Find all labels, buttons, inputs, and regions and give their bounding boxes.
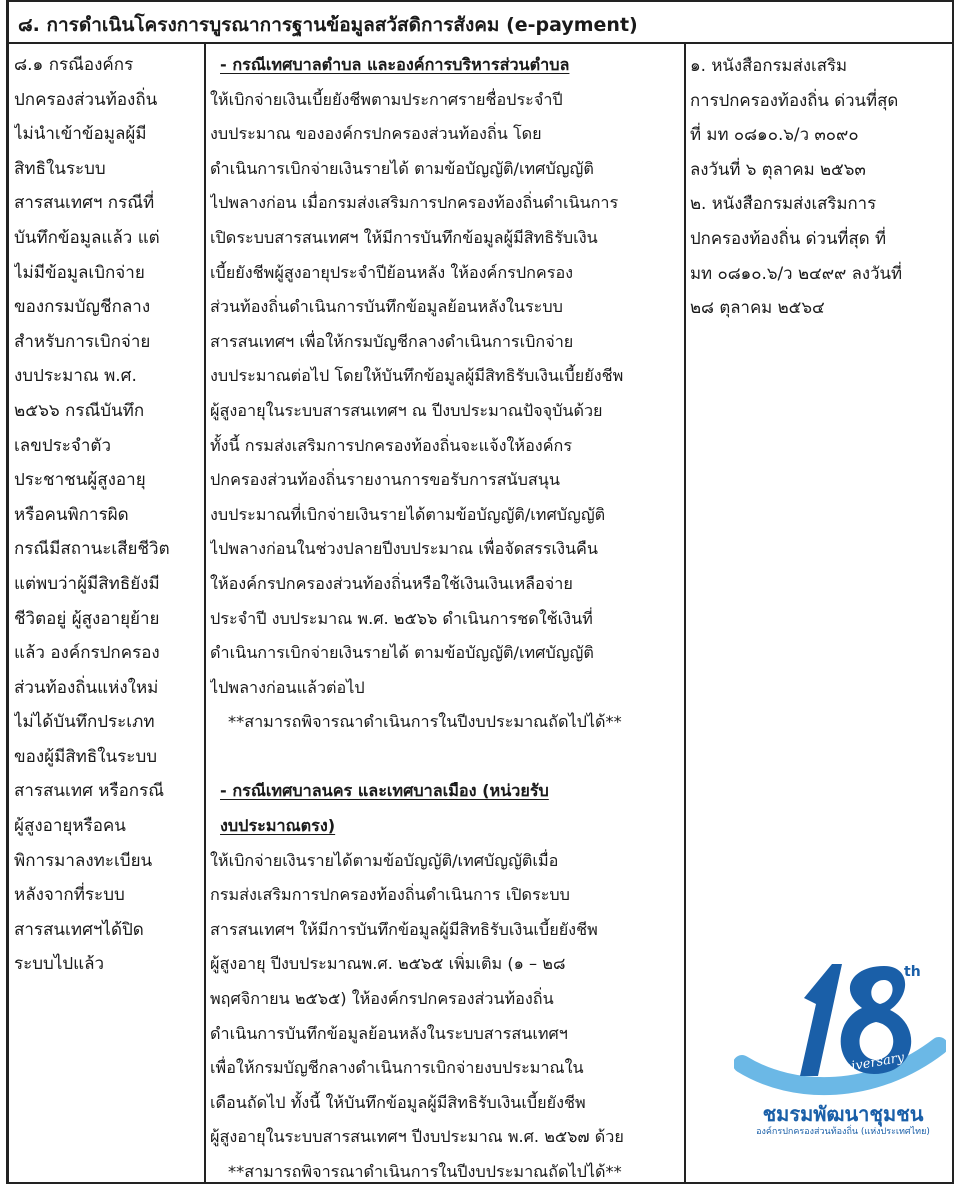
case1-line: งบประมาณที่เบิกจ่ายเงินรายได้ตามข้อบัญญัติ/เทศบัญญัติ (210, 504, 606, 524)
reference-column (690, 48, 948, 325)
issue-line: ส่วนท้องถิ่นแห่งใหม่ (14, 677, 159, 698)
case2-line: ผู้สูงอายุในระบบสารสนเทศฯ ปีงบประมาณ พ.ศ. ๒๕๖๗ ด้วย (210, 1127, 624, 1147)
issue-line: ปกครองส่วนท้องถิ่น (14, 89, 158, 110)
case1-line: ให้เบิกจ่ายเงินเบี้ยยังชีพตามประกาศรายชื่อประจำปี (210, 89, 563, 109)
logo-suffix: th (904, 964, 921, 980)
spacer (210, 740, 680, 775)
issue-line: หรือคนพิการผิด (14, 504, 129, 525)
issue-column (14, 48, 202, 982)
case2-line: เดือนถัดไป ทั้งนี้ ให้บันทึกข้อมูลผู้มีสิทธิรับเงินเบี้ยยังชีพ (210, 1092, 586, 1112)
issue-line: สารสนเทศ หรือกรณี (14, 781, 165, 802)
case1-line: งบประมาณ ขององค์กรปกครองส่วนท้องถิ่น โดย (210, 124, 542, 144)
issue-line: แล้ว องค์กรปกครอง (14, 643, 160, 664)
case2-line: ให้เบิกจ่ายเงินรายได้ตามข้อบัญญัติ/เทศบัญญัติเมื่อ (210, 850, 559, 870)
issue-line: ไม่มีข้อมูลเบิกจ่าย (14, 262, 145, 283)
case1-line: ส่วนท้องถิ่นดำเนินการบันทึกข้อมูลย้อนหลังในระบบ (210, 297, 563, 317)
case1-line: สารสนเทศฯ เพื่อให้กรมบัญชีกลางดำเนินการเบิกจ่าย (210, 331, 574, 351)
issue-line: สำหรับการเบิกจ่าย (14, 331, 151, 352)
issue-line: ของกรมบัญชีกลาง (14, 297, 151, 318)
case2-line: พฤศจิกายน ๒๕๖๕) ให้องค์กรปกครองส่วนท้องถิ่น (210, 989, 554, 1009)
anniversary-emblem-icon (734, 946, 946, 1106)
case1-heading: - กรณีเทศบาลตำบล และองค์การบริหารส่วนตำบล (220, 55, 570, 74)
logo-org-name: ชมรมพัฒนาชุมชน (762, 1102, 924, 1126)
issue-line: ไม่นำเข้าข้อมูลผู้มี (14, 124, 147, 145)
section-title: ๘. การดำเนินโครงการบูรณาการฐานข้อมูลสวัสดิการสังคม (e-payment) (18, 14, 638, 36)
ribbon-text: Anniversary (824, 1050, 906, 1079)
case2-line: กรมส่งเสริมการปกครองท้องถิ่นดำเนินการ เปิดระบบ (210, 885, 570, 905)
case1-line: งบประมาณต่อไป โดยให้บันทึกข้อมูลผู้มีสิทธิรับเงินเบี้ยยังชีพ (210, 366, 624, 386)
case1-line: ประจำปี งบประมาณ พ.ศ. ๒๕๖๖ ดำเนินการชดใช้เงินที่ (210, 608, 593, 628)
issue-line: หลังจากที่ระบบ (14, 885, 125, 906)
case2-note: **สามารถพิจารณาดำเนินการในปีงบประมาณถัดไปได้** (228, 1162, 622, 1181)
case1-line: ทั้งนี้ กรมส่งเสริมการปกครองท้องถิ่นจะแจ้งให้องค์กร (210, 435, 573, 455)
case1-line: ดำเนินการเบิกจ่ายเงินรายได้ ตามข้อบัญญัติ/เทศบัญญัติ (210, 643, 594, 663)
case1-line: เปิดระบบสารสนเทศฯ ให้มีการบันทึกข้อมูลผู้มีสิทธิรับเงิน (210, 227, 598, 247)
header-divider (8, 42, 952, 44)
case1-note: **สามารถพิจารณาดำเนินการในปีงบประมาณถัดไปได้** (228, 712, 622, 732)
reference-line: ที่ มท ๐๘๑๐.๖/ว ๓๐๙๐ (690, 124, 859, 145)
case1-line: ดำเนินการเบิกจ่ายเงินรายได้ ตามข้อบัญญัติ/เทศบัญญัติ (210, 158, 594, 178)
issue-line: สิทธิในระบบ (14, 158, 106, 179)
case1-line: ปกครองส่วนท้องถิ่นรายงานการขอรับการสนับสนุน (210, 470, 560, 490)
reference-line: ๒๘ ตุลาคม ๒๕๖๔ (690, 297, 825, 318)
case1-line: ไปพลางก่อนแล้วต่อไป (210, 677, 365, 697)
logo-org-subtitle: องค์กรปกครองส่วนท้องถิ่น (แห่งประเทศไทย) (756, 1127, 930, 1137)
issue-line: สารสนเทศฯ กรณีที่ (14, 193, 155, 214)
case2-line: เพื่อให้กรมบัญชีกลางดำเนินการเบิกจ่ายงบประมาณใน (210, 1058, 584, 1078)
reference-line: มท ๐๘๑๐.๖/ว ๒๔๙๙ ลงวันที่ (690, 262, 903, 283)
column-divider-1 (204, 42, 206, 1184)
issue-line: ระบบไปแล้ว (14, 954, 105, 975)
reference-line: ปกครองท้องถิ่น ด่วนที่สุด ที่ (690, 227, 887, 248)
column-divider-2 (684, 42, 686, 1184)
issue-line: ประชาชนผู้สูงอายุ (14, 470, 146, 491)
case1-line: ให้องค์กรปกครองส่วนท้องถิ่นหรือใช้เงินเงินเหลือจ่าย (210, 573, 573, 593)
case1-line: ไปพลางก่อนในช่วงปลายปีงบประมาณ เพื่อจัดสรรเงินคืน (210, 539, 598, 559)
reference-line: ๒. หนังสือกรมส่งเสริมการ (690, 193, 877, 214)
case2-line: สารสนเทศฯ ให้มีการบันทึกข้อมูลผู้มีสิทธิรับเงินเบี้ยยังชีพ (210, 919, 598, 939)
issue-line: พิการมาลงทะเบียน (14, 850, 153, 871)
case2-body (210, 844, 680, 1155)
issue-line: สารสนเทศฯได้ปิด (14, 919, 144, 940)
issue-line: ผู้สูงอายุหรือคน (14, 816, 126, 837)
case2-heading-line2: งบประมาณตรง) (220, 816, 336, 836)
issue-line: กรณีมีสถานะเสียชีวิต (14, 539, 170, 560)
issue-line: แต่พบว่าผู้มีสิทธิยังมี (14, 573, 160, 594)
issue-line: เลขประจำตัว (14, 435, 111, 456)
case2-line: ผู้สูงอายุ ปีงบประมาณพ.ศ. ๒๕๖๕ เพิ่มเติม (๑ – ๒๘ (210, 954, 566, 974)
issue-line: ของผู้มีสิทธิในระบบ (14, 746, 158, 767)
issue-line: ๒๕๖๖ กรณีบันทึก (14, 400, 145, 421)
case2-line: ดำเนินการบันทึกข้อมูลย้อนหลังในระบบสารสนเทศฯ (210, 1023, 568, 1043)
procedure-column (210, 48, 680, 1190)
case1-line: ไปพลางก่อน เมื่อกรมส่งเสริมการปกครองท้องถิ่นดำเนินการ (210, 193, 619, 213)
issue-line: งบประมาณ พ.ศ. (14, 366, 137, 387)
reference-line: ๑. หนังสือกรมส่งเสริม (690, 55, 848, 75)
case1-line: เบี้ยยังชีพผู้สูงอายุประจำปีย้อนหลัง ให้องค์กรปกครอง (210, 262, 574, 282)
reference-line: การปกครองท้องถิ่น ด่วนที่สุด (690, 89, 899, 110)
case1-line: ผู้สูงอายุในระบบสารสนเทศฯ ณ ปีงบประมาณปัจจุบันด้วย (210, 400, 603, 420)
reference-line: ลงวันที่ ๖ ตุลาคม ๒๕๖๓ (690, 158, 866, 179)
issue-line: ๘.๑ กรณีองค์กร (14, 55, 134, 75)
issue-line: บันทึกข้อมูลแล้ว แต่ (14, 227, 160, 248)
case1-body (210, 83, 680, 706)
case2-heading-line1: - กรณีเทศบาลนคร และเทศบาลเมือง (หน่วยรับ (220, 781, 549, 801)
issue-line: ไม่ได้บันทึกประเภท (14, 712, 155, 733)
issue-line: ชีวิตอยู่ ผู้สูงอายุย้าย (14, 608, 160, 629)
